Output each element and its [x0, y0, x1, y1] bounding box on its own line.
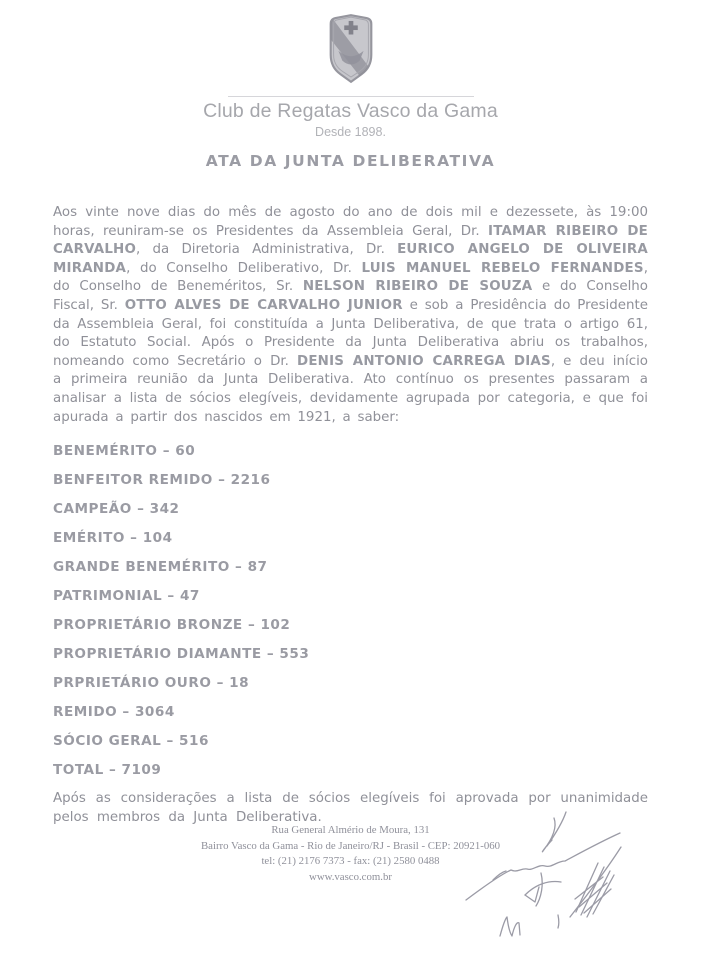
- header-divider: [228, 96, 474, 97]
- category-row: PROPRIETÁRIO DIAMANTE – 553: [53, 646, 310, 663]
- footer-address-line2: Bairro Vasco da Gama - Rio de Janeiro/RJ - Brasil - CEP: 20921-060: [200, 839, 501, 852]
- bold-text-segment: ITAMAR RIBEIRO DE CARVALHO: [53, 223, 648, 258]
- text-segment: , do Conselho de Beneméritos, Sr.: [53, 260, 648, 295]
- closing-paragraph: Após as considerações a lista de sócios elegíveis foi aprovada por unanimidade pelos membros da Junta Deliberativa.: [53, 791, 648, 825]
- vasco-crest-logo-icon: [322, 70, 380, 89]
- category-row: PRPRIETÁRIO OURO – 18: [53, 675, 250, 692]
- club-name: Club de Regatas Vasco da Gama: [203, 100, 498, 122]
- text-segment: , do Conselho Deliberativo, Dr.: [126, 260, 362, 276]
- signature-scribble-icon: [448, 786, 700, 960]
- category-row: EMÉRITO – 104: [53, 530, 173, 547]
- bold-text-segment: EURICO ANGELO DE OLIVEIRA MIRANDA: [53, 242, 648, 276]
- category-row: BENEMÉRITO – 60: [53, 443, 196, 460]
- footer-website: www.vasco.com.br: [309, 870, 392, 883]
- category-list: [53, 443, 648, 779]
- text-segment: , da Diretoria Administrativa, Dr.: [136, 242, 398, 258]
- text-segment: Aos vinte nove dias do mês de agosto do ano de dois mil e dezessete, às 19:00 horas, reuniram-se os Presidentes da Assembleia Geral, Dr.: [53, 205, 648, 239]
- footer-contact-line: tel: (21) 2176 7373 - fax: (21) 2580 0488: [261, 855, 440, 867]
- category-row: SÓCIO GERAL – 516: [53, 733, 209, 750]
- category-row: REMIDO – 3064: [53, 704, 175, 721]
- letterhead: [0, 0, 701, 170]
- bold-text-segment: LUIS MANUEL REBELO FERNANDES: [361, 260, 644, 276]
- category-row: TOTAL – 7109: [53, 762, 162, 779]
- text-segment: e sob a Presidência do Presidente da Assembleia Geral, foi constituída a Junta Deliberativa, de que trata o artigo 61, do Estatuto Social. Após o Presidente da Junta Deliberativa abriu os trabalhos, nomeando como Secretário o Dr.: [53, 297, 648, 369]
- bold-text-segment: DENIS ANTONIO CARREGA DIAS: [297, 353, 551, 369]
- bold-text-segment: NELSON RIBEIRO DE SOUZA: [302, 279, 533, 295]
- opening-paragraph: [53, 204, 648, 427]
- category-row: BENFEITOR REMIDO – 2216: [53, 472, 271, 489]
- category-row: PROPRIETÁRIO BRONZE – 102: [53, 617, 291, 634]
- text-segment: e do Conselho Fiscal, Sr.: [53, 279, 648, 313]
- category-row: PATRIMONIAL – 47: [53, 588, 200, 605]
- category-row: GRANDE BENEMÉRITO – 87: [53, 559, 268, 576]
- document-title: ATA DA JUNTA DELIBERATIVA: [205, 152, 496, 170]
- category-row: CAMPEÃO – 342: [53, 501, 180, 518]
- footer-address-line1: Rua General Almério de Moura, 131: [271, 824, 430, 836]
- club-tagline: Desde 1898.: [315, 125, 386, 139]
- bold-text-segment: OTTO ALVES DE CARVALHO JUNIOR: [124, 297, 403, 313]
- text-segment: , e deu início a primeira reunião da Junta Deliberativa. Ato contínuo os presentes passaram a analisar a lista de sócios elegíveis, devidamente agrupada por categoria, e que foi apurada a partir dos nascidos em 1921, a saber:: [53, 353, 648, 425]
